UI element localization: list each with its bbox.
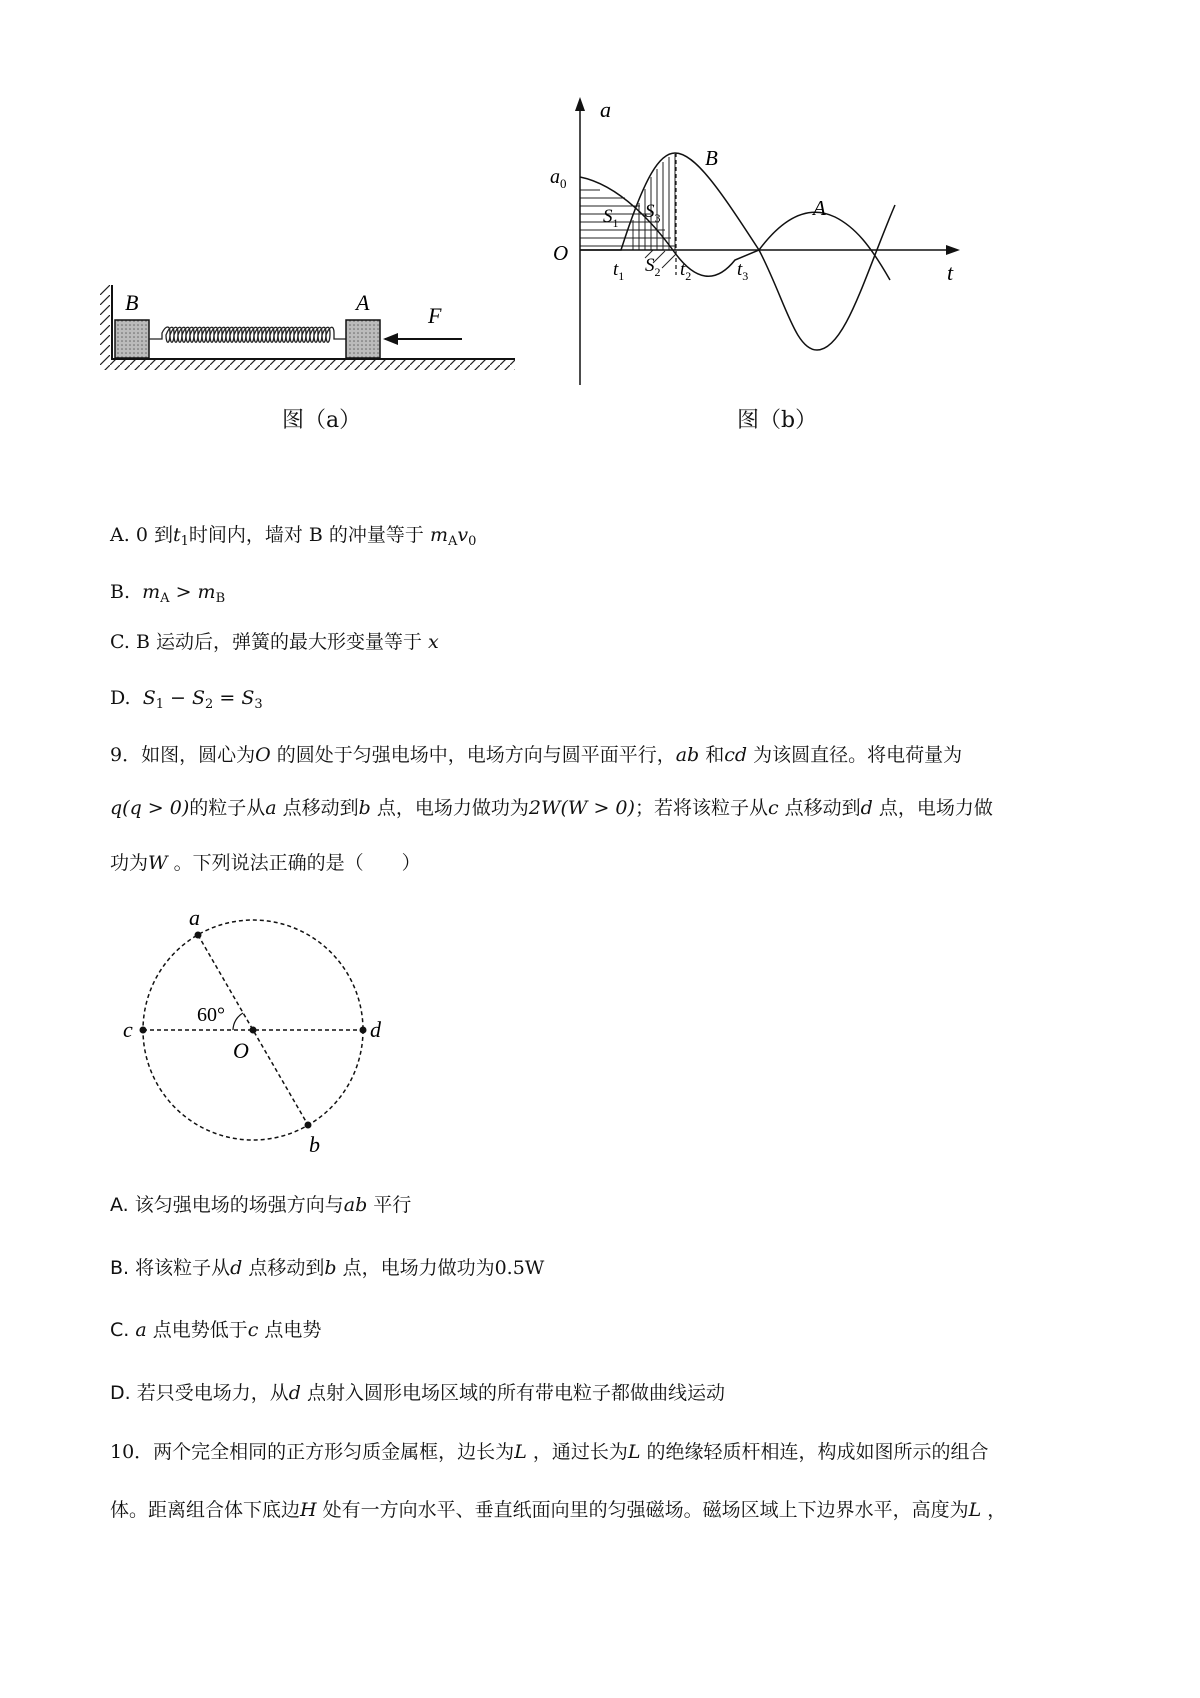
block-b (115, 320, 149, 358)
force-arrowhead (383, 333, 398, 345)
floor-hatch (100, 360, 515, 370)
curve-a-label: A (813, 196, 826, 220)
point-d (360, 1027, 367, 1034)
q9-option-d: D. 若只受电场力，从d 点射入圆形电场区域的所有带电粒子都做曲线运动 (110, 1382, 725, 1404)
figure-b-caption: 图（b） (737, 408, 818, 433)
q10-stem-line-2: 体。距离组合体下底边H 处有一方向水平、垂直纸面向里的匀强磁场。磁场区域上下边界水平，高度为L ， (110, 1499, 1007, 1521)
figure-a-caption: 图（a） (282, 408, 362, 433)
label-angle: 60° (197, 1004, 225, 1026)
figure-b-acceleration-graph (545, 95, 965, 395)
q8-option-c: C. B 运动后，弹簧的最大形变量等于 x (110, 631, 439, 653)
t1-label: $t_1$ (613, 259, 625, 283)
point-c (140, 1027, 147, 1034)
q9-stem-line-3: 功为W 。下列说法正确的是（ ） (110, 852, 421, 874)
s2-label: $S_2$ (645, 255, 661, 279)
label-force: F (428, 303, 442, 328)
spring (149, 327, 346, 342)
x-axis-label: t (947, 260, 954, 285)
y-axis-label: a (600, 97, 611, 122)
q9-stem-line-1: 9．如图，圆心为O 的圆处于匀强电场中，电场方向与圆平面平行，ab 和cd 为该圆直径。将电荷量为 (110, 744, 963, 766)
label-c: c (123, 1017, 133, 1042)
label-a: a (189, 905, 200, 930)
label-d: d (370, 1017, 381, 1042)
q9-circle-figure (115, 905, 395, 1165)
curve-a (580, 177, 890, 280)
block-a (346, 320, 380, 358)
q10-stem-line-1: 10．两个完全相同的正方形匀质金属框，边长为L ，通过长为L 的绝缘轻质杆相连，构成如图所示的组合 (110, 1441, 989, 1463)
t2-label: $t_2$ (680, 259, 692, 283)
q9-option-b: B. 将该粒子从d 点移动到b 点，电场力做功为0.5W (110, 1257, 545, 1279)
s1-label: $S_1$ (603, 206, 619, 230)
curve-b (580, 153, 895, 350)
t3-label: $t_3$ (737, 259, 749, 283)
angle-arc (233, 1013, 243, 1030)
q8-option-a: A. 0 到$t_1$时间内，墙对 B 的冲量等于 $m_Av_0$ (110, 524, 477, 549)
label-o: O (233, 1038, 249, 1063)
a0-label: $a_0$ (550, 166, 567, 191)
q8-option-d: D. $S_1 - S_2 = S_3$ (110, 687, 263, 712)
label-block-a: A (356, 290, 370, 315)
q9-option-a: A. 该匀强电场的场强方向与ab 平行 (110, 1194, 412, 1216)
point-b (305, 1122, 312, 1129)
wall-hatch (100, 285, 110, 360)
point-a (195, 932, 202, 939)
x-axis-arrow (946, 245, 960, 255)
label-block-b: B (125, 290, 139, 315)
s3-label: $S_3$ (645, 201, 661, 225)
q9-option-c: C. a 点电势低于c 点电势 (110, 1319, 322, 1341)
area-s1-hatching (580, 190, 676, 246)
point-o (250, 1027, 257, 1034)
origin-label: O (553, 241, 569, 265)
q8-option-b: B. $m_A > m_B$ (110, 581, 226, 606)
q9-stem-line-2: q(q > 0)的粒子从a 点移动到b 点，电场力做功为2W(W > 0)；若将该粒子从c 点移动到d 点，电场力做 (110, 797, 993, 819)
curve-b-label: B (705, 146, 718, 170)
y-axis-arrow (575, 97, 585, 111)
label-b: b (309, 1132, 320, 1157)
